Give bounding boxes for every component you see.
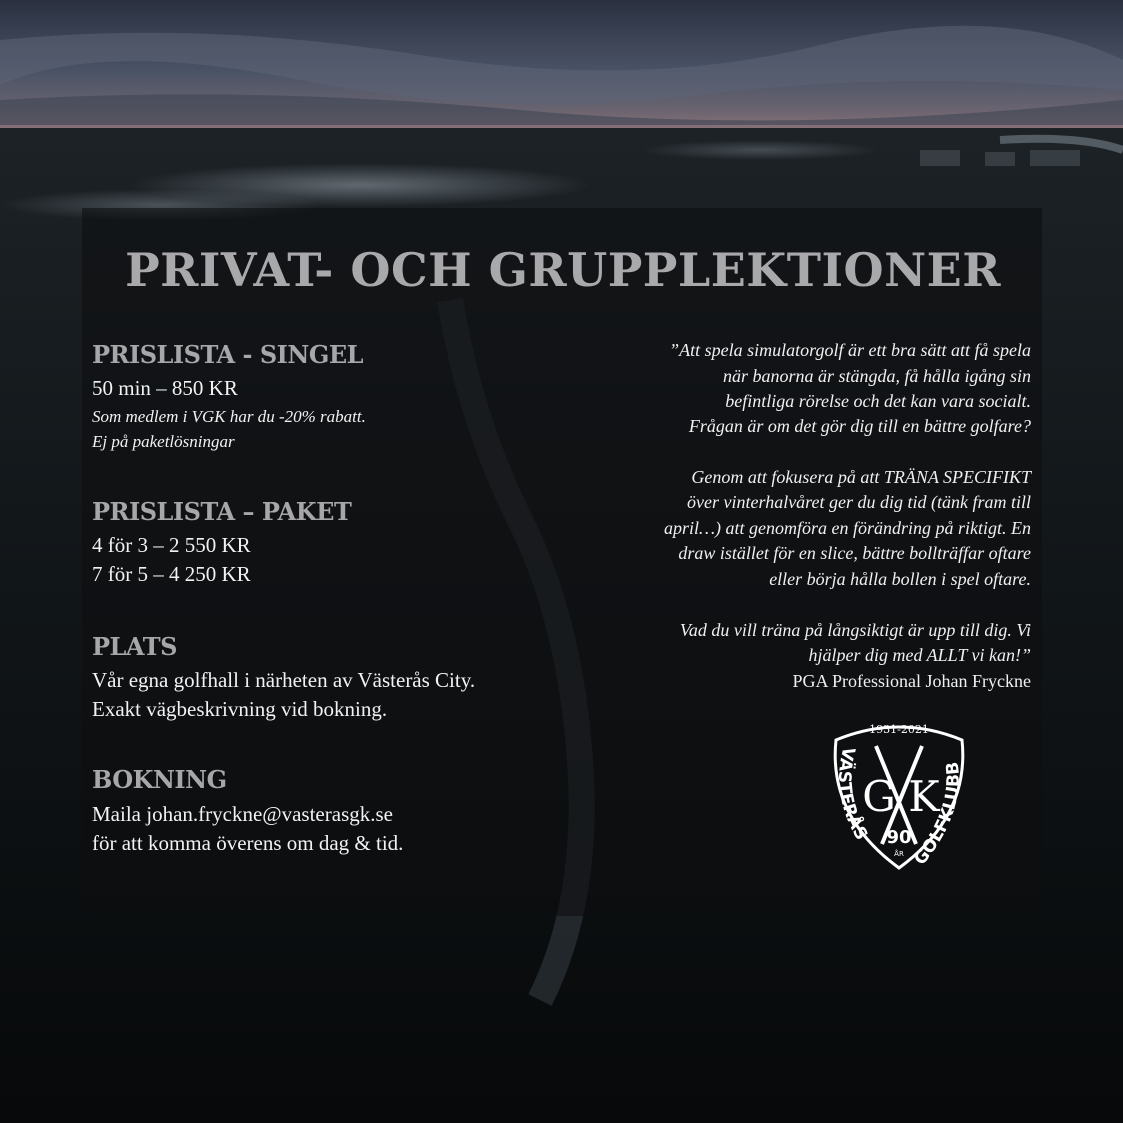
plats-heading: PLATS [92, 632, 177, 661]
quote-line: hjälper dig med ALLT vi kan!” [808, 645, 1031, 665]
singel-price: 50 min – 850 KR [92, 376, 238, 400]
package-exception-note: Ej på paketlösningar [92, 432, 235, 451]
member-discount-note: Som medlem i VGK har du -20% rabatt. [92, 407, 366, 426]
quote-line: ”Att spela simulatorgolf är ett bra sätt att få spela [669, 340, 1031, 360]
city-buildings [920, 150, 1080, 166]
bokning-heading: BOKNING [92, 765, 227, 794]
logo-anniversary: 90 [886, 827, 912, 848]
logo-left-text: VÄSTERÅS [834, 744, 872, 844]
quote-line: Vad du vill träna på långsiktigt är upp till dig. Vi [679, 620, 1031, 640]
plats-line: Exakt vägbeskrivning vid bokning. [92, 697, 388, 721]
quote-line: Genom att fokusera på att TRÄNA SPECIFIKT [691, 467, 1031, 487]
paket-price-item: 4 för 3 – 2 550 KR [92, 533, 251, 557]
vasteras-golfklubb-logo [806, 716, 992, 876]
prislista-singel-heading: PRISLISTA - SINGEL [92, 340, 363, 369]
logo-letter-g: G [862, 772, 896, 821]
logo-right-text: GOLFKLUBB [910, 760, 964, 870]
quote-line: Frågan är om det gör dig till en bättre golfare? [688, 416, 1031, 436]
quote-line: eller börja hålla bollen i spel oftare. [769, 569, 1031, 589]
bokning-email-line: Maila johan.fryckne@vasterasgk.se [92, 802, 393, 826]
plats-line: Vår egna golfhall i närheten av Västerås City. [92, 668, 476, 692]
logo-letter-k: K [908, 772, 940, 821]
logo-years: 1931-2021 [869, 723, 929, 736]
quote-line: april…) att genomföra en förändring på riktigt. En [664, 518, 1031, 538]
fog [640, 140, 880, 160]
quote-line: över vinterhalvåret ger du dig tid (tänk fram till [687, 492, 1031, 512]
logo-anniversary-suffix: ÅR [894, 850, 904, 858]
bokning-line: för att komma överens om dag & tid. [92, 831, 404, 855]
prislista-paket-heading: PRISLISTA – PAKET [92, 497, 352, 526]
paket-price-item: 7 för 5 – 4 250 KR [92, 562, 251, 586]
quote-line: när banorna är stängda, få hålla igång sin [722, 366, 1031, 386]
page-title: PRIVAT- OCH GRUPPLEKTIONER [125, 243, 1001, 297]
quote-signature: PGA Professional Johan Fryckne [792, 671, 1031, 691]
quote-line: draw istället för en slice, bättre bollträffar oftare [678, 543, 1031, 563]
quote-line: befintliga rörelse och det kan vara socialt. [725, 391, 1031, 411]
